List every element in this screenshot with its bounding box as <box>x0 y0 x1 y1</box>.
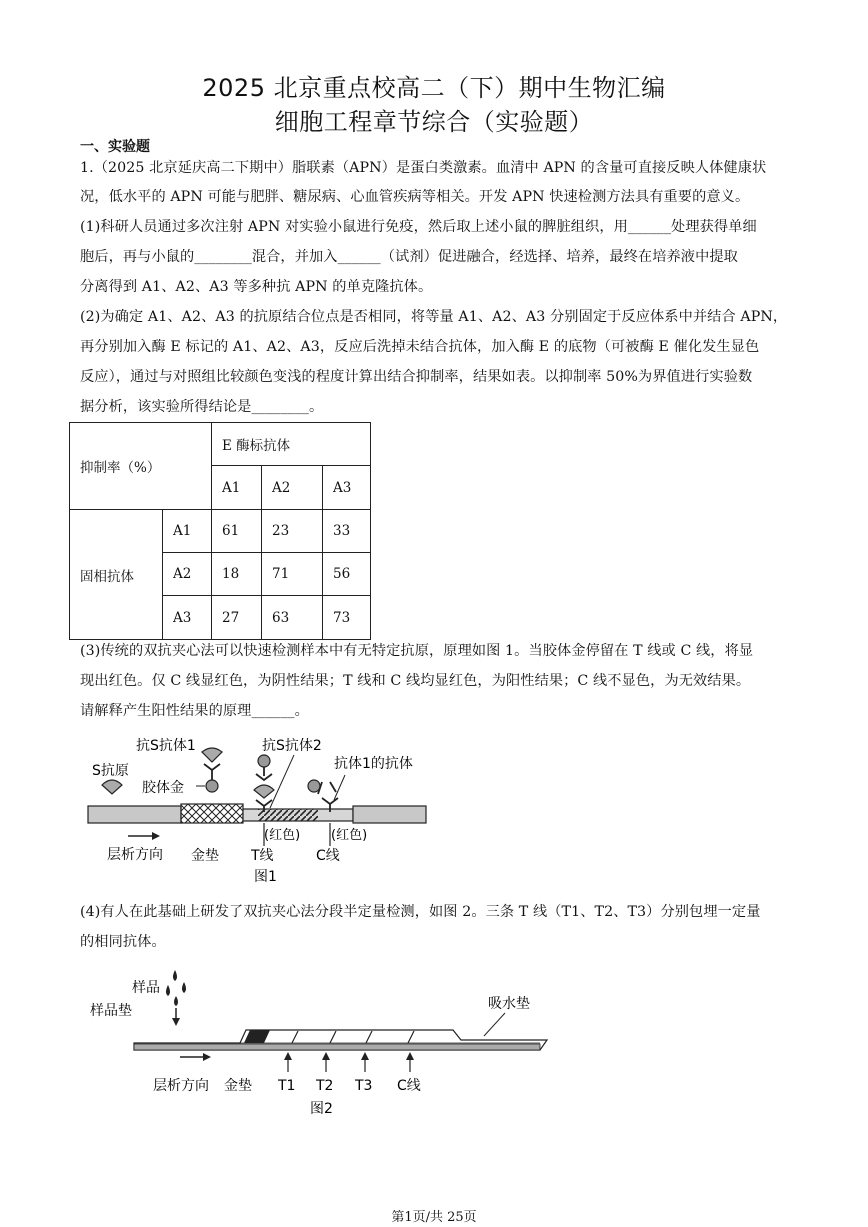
colloid-gold-icon <box>308 780 320 792</box>
part1-line-3: 分离得到 A1、A2、A3 等多种抗 APN 的单克隆抗体。 <box>80 279 433 295</box>
part4-line-1: (4)有人在此基础上研发了双抗夹心法分段半定量检测，如图 2。三条 T 线（T1、T2、T3）分别包埋一定量 <box>80 904 761 920</box>
table-row-header: A3 <box>163 596 212 640</box>
part1-line-1: (1)科研人员通过多次注射 APN 对实验小鼠进行免疫，然后取上述小鼠的脾脏组织，用______处理获得单细 <box>80 219 757 235</box>
table-row-header: A1 <box>163 510 212 553</box>
antibody-icon <box>256 767 272 780</box>
colloid-gold-icon <box>206 780 218 792</box>
table-cell: 56 <box>323 553 371 596</box>
table-cell: 23 <box>262 510 323 553</box>
sample-drop-icon <box>182 982 186 993</box>
page-title: 2025 北京重点校高二（下）期中生物汇编 <box>202 74 666 102</box>
question-intro-line-2: 况，低水平的 APN 可能与肥胖、糖尿病、心血管疾病等相关。开发 APN 快速检测方法具有重要的意义。 <box>80 189 750 205</box>
label-anti-s-antibody-2: 抗S抗体2 <box>262 738 322 754</box>
label-colloid-gold: 胶体金 <box>142 780 184 796</box>
label-t1: T1 <box>278 1078 296 1094</box>
table-row-group-header: 固相抗体 <box>70 510 163 640</box>
part3-line-1: (3)传统的双抗夹心法可以快速检测样本中有无特定抗原，原理如图 1。当胶体金停留在 T 线或 C 线，将显 <box>80 643 754 659</box>
sample-drop-icon <box>166 985 170 996</box>
question-intro-line-1: 1.（2025 北京延庆高二下期中）脂联素（APN）是蛋白类激素。血清中 APN 的含量可直接反映人体健康状 <box>80 160 767 176</box>
part2-line-2: 再分别加入酶 E 标记的 A1、A2、A3，反应后洗掉未结合抗体，加入酶 E 的底物（可被酶 E 催化发生显色 <box>80 339 760 355</box>
sample-drop-icon <box>173 970 177 981</box>
table-cell: 63 <box>262 596 323 640</box>
table-col-group-header: E 酶标抗体 <box>212 423 371 466</box>
antibody-1-icon <box>204 764 220 780</box>
arrow-down-icon <box>172 1018 180 1026</box>
part2-line-3: 反应），通过与对照组比较颜色变浅的程度计算出结合抑制率，结果如表。以抑制率 50%为界值进行实验数 <box>80 369 753 385</box>
label-t2: T2 <box>316 1078 334 1094</box>
table-col-header: A3 <box>323 466 371 510</box>
table-cell: 27 <box>212 596 262 640</box>
gold-pad <box>181 804 243 823</box>
arrow-up-icon <box>284 1052 292 1060</box>
s-antigen-icon <box>102 780 122 794</box>
table-cell: 61 <box>212 510 262 553</box>
table-col-header: A1 <box>212 466 262 510</box>
figure-1-diagram <box>0 730 868 890</box>
label-direction: 层析方向 <box>153 1078 209 1094</box>
arrow-up-icon <box>361 1052 369 1060</box>
label-c-line: C线 <box>316 848 340 864</box>
table-cell: 33 <box>323 510 371 553</box>
label-sample: 样品 <box>132 980 160 996</box>
label-direction: 层析方向 <box>107 847 163 863</box>
table-cell: 73 <box>323 596 371 640</box>
label-red-t: (红色) <box>264 828 301 843</box>
colloid-gold-icon <box>258 755 270 767</box>
label-gold-pad: 金垫 <box>224 1078 252 1094</box>
figure-1-caption: 图1 <box>254 869 277 885</box>
label-anti-antibody-1: 抗体1的抗体 <box>334 756 413 772</box>
sample-pad <box>88 806 181 823</box>
table-cell: 18 <box>212 553 262 596</box>
antigen-icon <box>202 748 222 762</box>
page-subtitle: 细胞工程章节综合（实验题） <box>274 108 594 136</box>
label-gold-pad: 金垫 <box>191 848 219 864</box>
absorbent-pad <box>353 806 426 823</box>
sample-drop-icon <box>174 996 178 1006</box>
section-heading: 一、实验题 <box>80 139 150 155</box>
table-col-header: A2 <box>262 466 323 510</box>
label-t-line: T线 <box>251 848 274 864</box>
figure-2-diagram <box>0 960 868 1120</box>
figure-2-caption: 图2 <box>310 1101 333 1117</box>
label-t3: T3 <box>355 1078 373 1094</box>
label-c-line: C线 <box>397 1078 421 1094</box>
table-row-header: A2 <box>163 553 212 596</box>
label-anti-s-antibody-1: 抗S抗体1 <box>136 738 196 754</box>
part3-line-2: 现出红色。仅 C 线显红色，为阴性结果；T 线和 C 线均显红色，为阳性结果；C 线不显色，为无效结果。 <box>80 673 751 689</box>
part2-line-4: 据分析，该实验所得结论是________。 <box>80 399 324 415</box>
label-sample-pad: 样品垫 <box>90 1003 132 1019</box>
arrow-up-icon <box>406 1052 414 1060</box>
part1-line-2: 胞后，再与小鼠的________混合，并加入______（试剂）促进融合，经选择、培养，最终在培养液中提取 <box>80 249 738 265</box>
arrow-right-icon <box>203 1053 211 1061</box>
label-red-c: (红色) <box>331 828 368 843</box>
arrow-right-icon <box>152 832 160 840</box>
table-cell: 71 <box>262 553 323 596</box>
label-s-antigen: S抗原 <box>92 763 129 779</box>
antigen-icon <box>254 785 274 798</box>
page-footer: 第1页/共 25页 <box>391 1210 477 1225</box>
table-corner-header: 抑制率（%） <box>70 423 212 510</box>
label-absorbent-pad: 吸水垫 <box>488 996 530 1012</box>
inhibition-rate-table <box>69 422 371 640</box>
part4-line-2: 的相同抗体。 <box>80 934 166 950</box>
hatched-zone <box>258 809 318 821</box>
arrow-up-icon <box>322 1052 330 1060</box>
antibody-icon <box>318 782 336 794</box>
part2-line-1: (2)为确定 A1、A2、A3 的抗原结合位点是否相同，将等量 A1、A2、A3 分别固定于反应体系中并结合 APN， <box>80 309 788 325</box>
part3-line-3: 请解释产生阳性结果的原理______。 <box>80 703 309 719</box>
